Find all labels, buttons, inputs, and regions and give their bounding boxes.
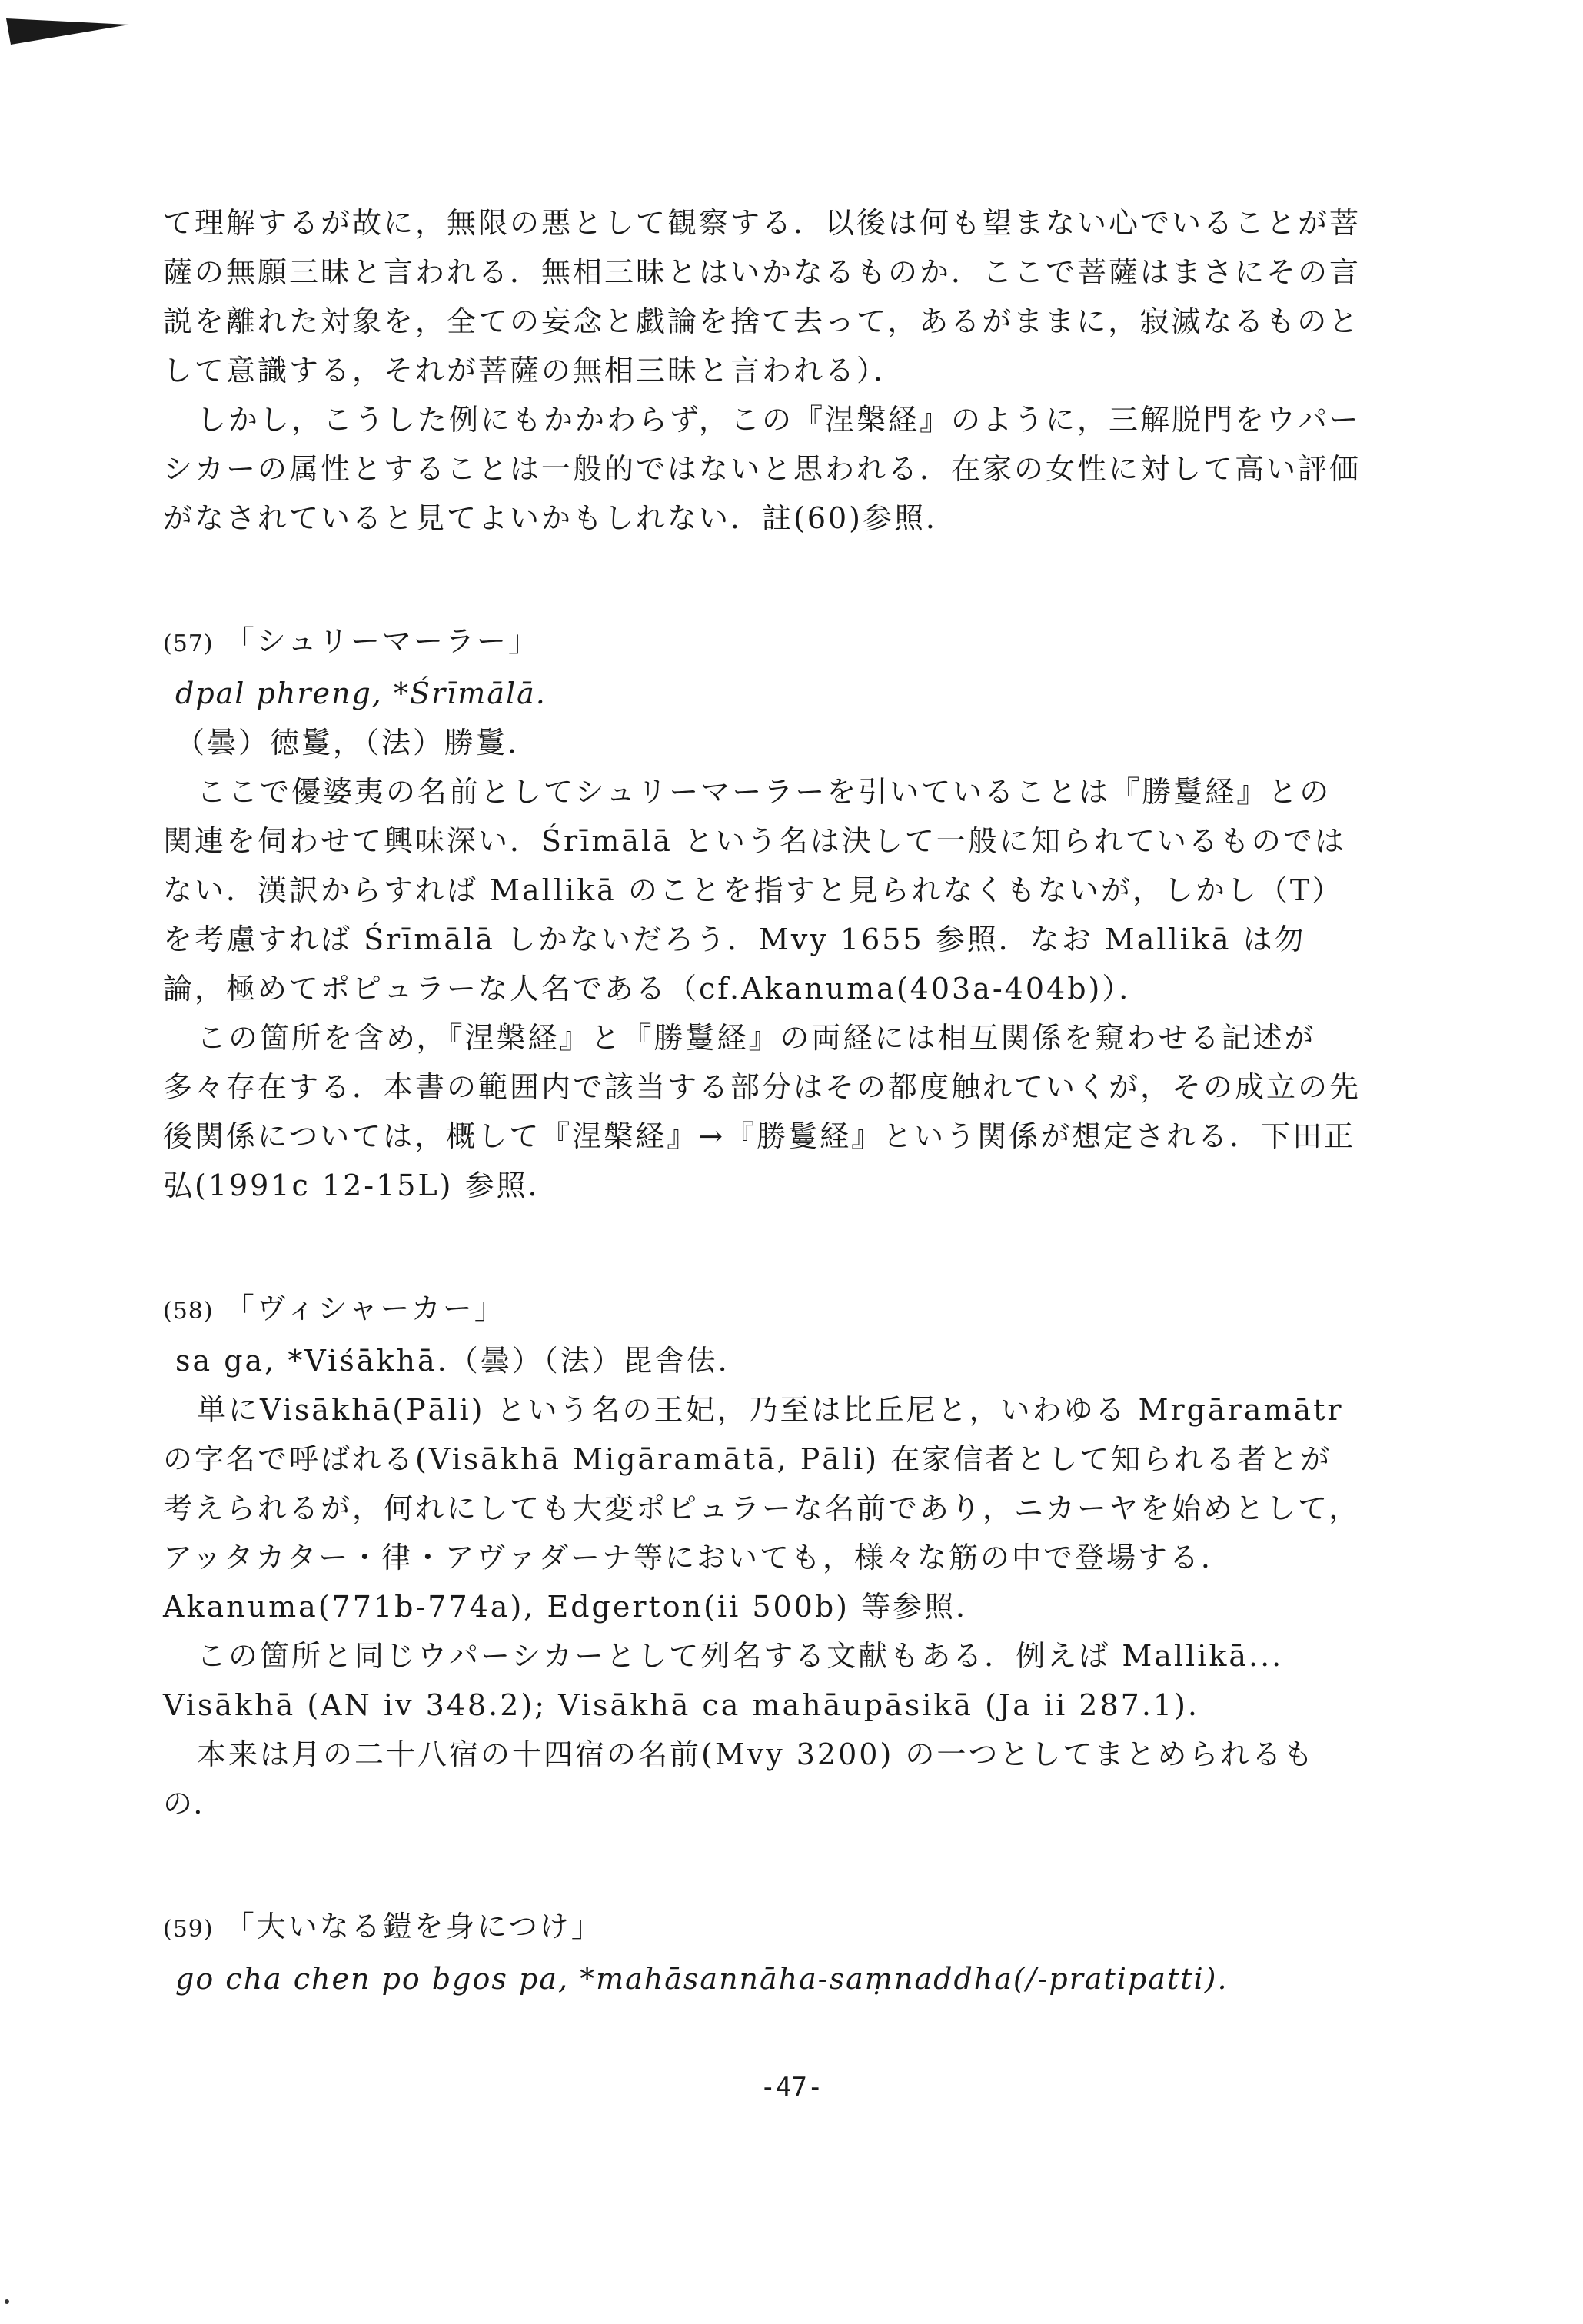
note-58-paragraph-3: 本来は月の二十八宿の十四宿の名前(Mvy 3200) の一つとしてまとめられるもの． [163,1737,1315,1820]
main-text [163,198,1362,2003]
note-59-heading [163,1902,1362,1954]
note-57-chinese: （曇）徳鬘，（法）勝鬘． [175,726,540,760]
corner-mark-icon [6,11,129,49]
note-59-tibetan: go cha chen po bgos pa, *mahāsannāha-saṃnaddha(/-pratipatti). [175,1962,1229,1996]
note-58-tibetan: sa ga, *Viśākhā.（曇）（法）毘舎佉． [175,1344,750,1378]
note-59-title: 「大いなる鎧を身につけ」 [224,1910,603,1943]
note-57-title: 「シュリーマーラー」 [224,624,540,658]
note-58-heading [163,1284,1362,1336]
note-58-title: 「ヴィシャーカー」 [224,1292,506,1325]
note-59-number: (59) [163,1916,214,1943]
note-57-paragraph-1: ここで優婆夷の名前としてシュリーマーラーを引いていることは『勝鬘経』との関連を伺わせて興味深い．Śrīmālā という名は決して一般に知られているものではない．漢訳からすれば Mallikā のことを指すと見られなくもないが，しかし（T）を考慮すれば Śrīmālā しかないだろう．Mvy 1655 参照．なお Mallikā は勿論，極めてポピュラーな人名である（cf.Akanuma(403a-404b)）． [163,775,1346,1006]
note-58-number: (58) [163,1298,214,1325]
note-58-paragraph-2: この箇所と同じウパーシカーとして列名する文献もある．例えば Mallikā... Visākhā (AN iv 348.2); Visākhā ca mahāupāsikā (Ja ii 287.1). [163,1639,1284,1722]
note-57-number: (57) [163,630,214,657]
paragraph-2: しかし，こうした例にもかかわらず，この『涅槃経』のように，三解脱門をウパーシカーの属性とすることは一般的ではないと思われる．在家の女性に対して高い評価がなされていると見てよいかもしれない．註(60)参照． [163,403,1362,535]
paragraph-1: て理解するが故に，無限の悪として観察する．以後は何も望まない心でいることが菩薩の無願三昧と言われる．無相三昧とはいかなるものか．ここで菩薩はまさにその言説を離れた対象を，全ての妄念と戯論を捨て去って，あるがままに，寂滅なるものとして意識する，それが菩薩の無相三昧と言われる）． [163,206,1362,387]
note-57-heading [163,617,1362,669]
note-57-paragraph-2: この箇所を含め，『涅槃経』と『勝鬘経』の両経には相互関係を窺わせる記述が多々存在する．本書の範囲内で該当する部分はその都度触れていくが，その成立の先後関係については，概して『涅槃経』→『勝鬘経』という関係が想定される．下田正弘(1991c 12-15L) 参照． [163,1021,1362,1202]
scan-mark [5,2299,9,2304]
page-number: -47- [760,2072,823,2103]
note-57-tibetan: dpal phreng, *Śrīmālā. [175,677,547,710]
note-58-paragraph-1: 単にVisākhā(Pāli) という名の王妃，乃至は比丘尼と，いわゆる Mrgāramātr の字名で呼ばれる(Visākhā Migāramātā, Pāli) 在家信者として知られる者とが考えられるが，何れにしても大変ポピュラーな名前であり，ニカーヤを始めとして，アッタカター・律・アヴァダーナ等においても，様々な筋の中で登場する．Akanuma(771b-774a), Edgerton(ii 500b) 等参照． [163,1393,1361,1624]
